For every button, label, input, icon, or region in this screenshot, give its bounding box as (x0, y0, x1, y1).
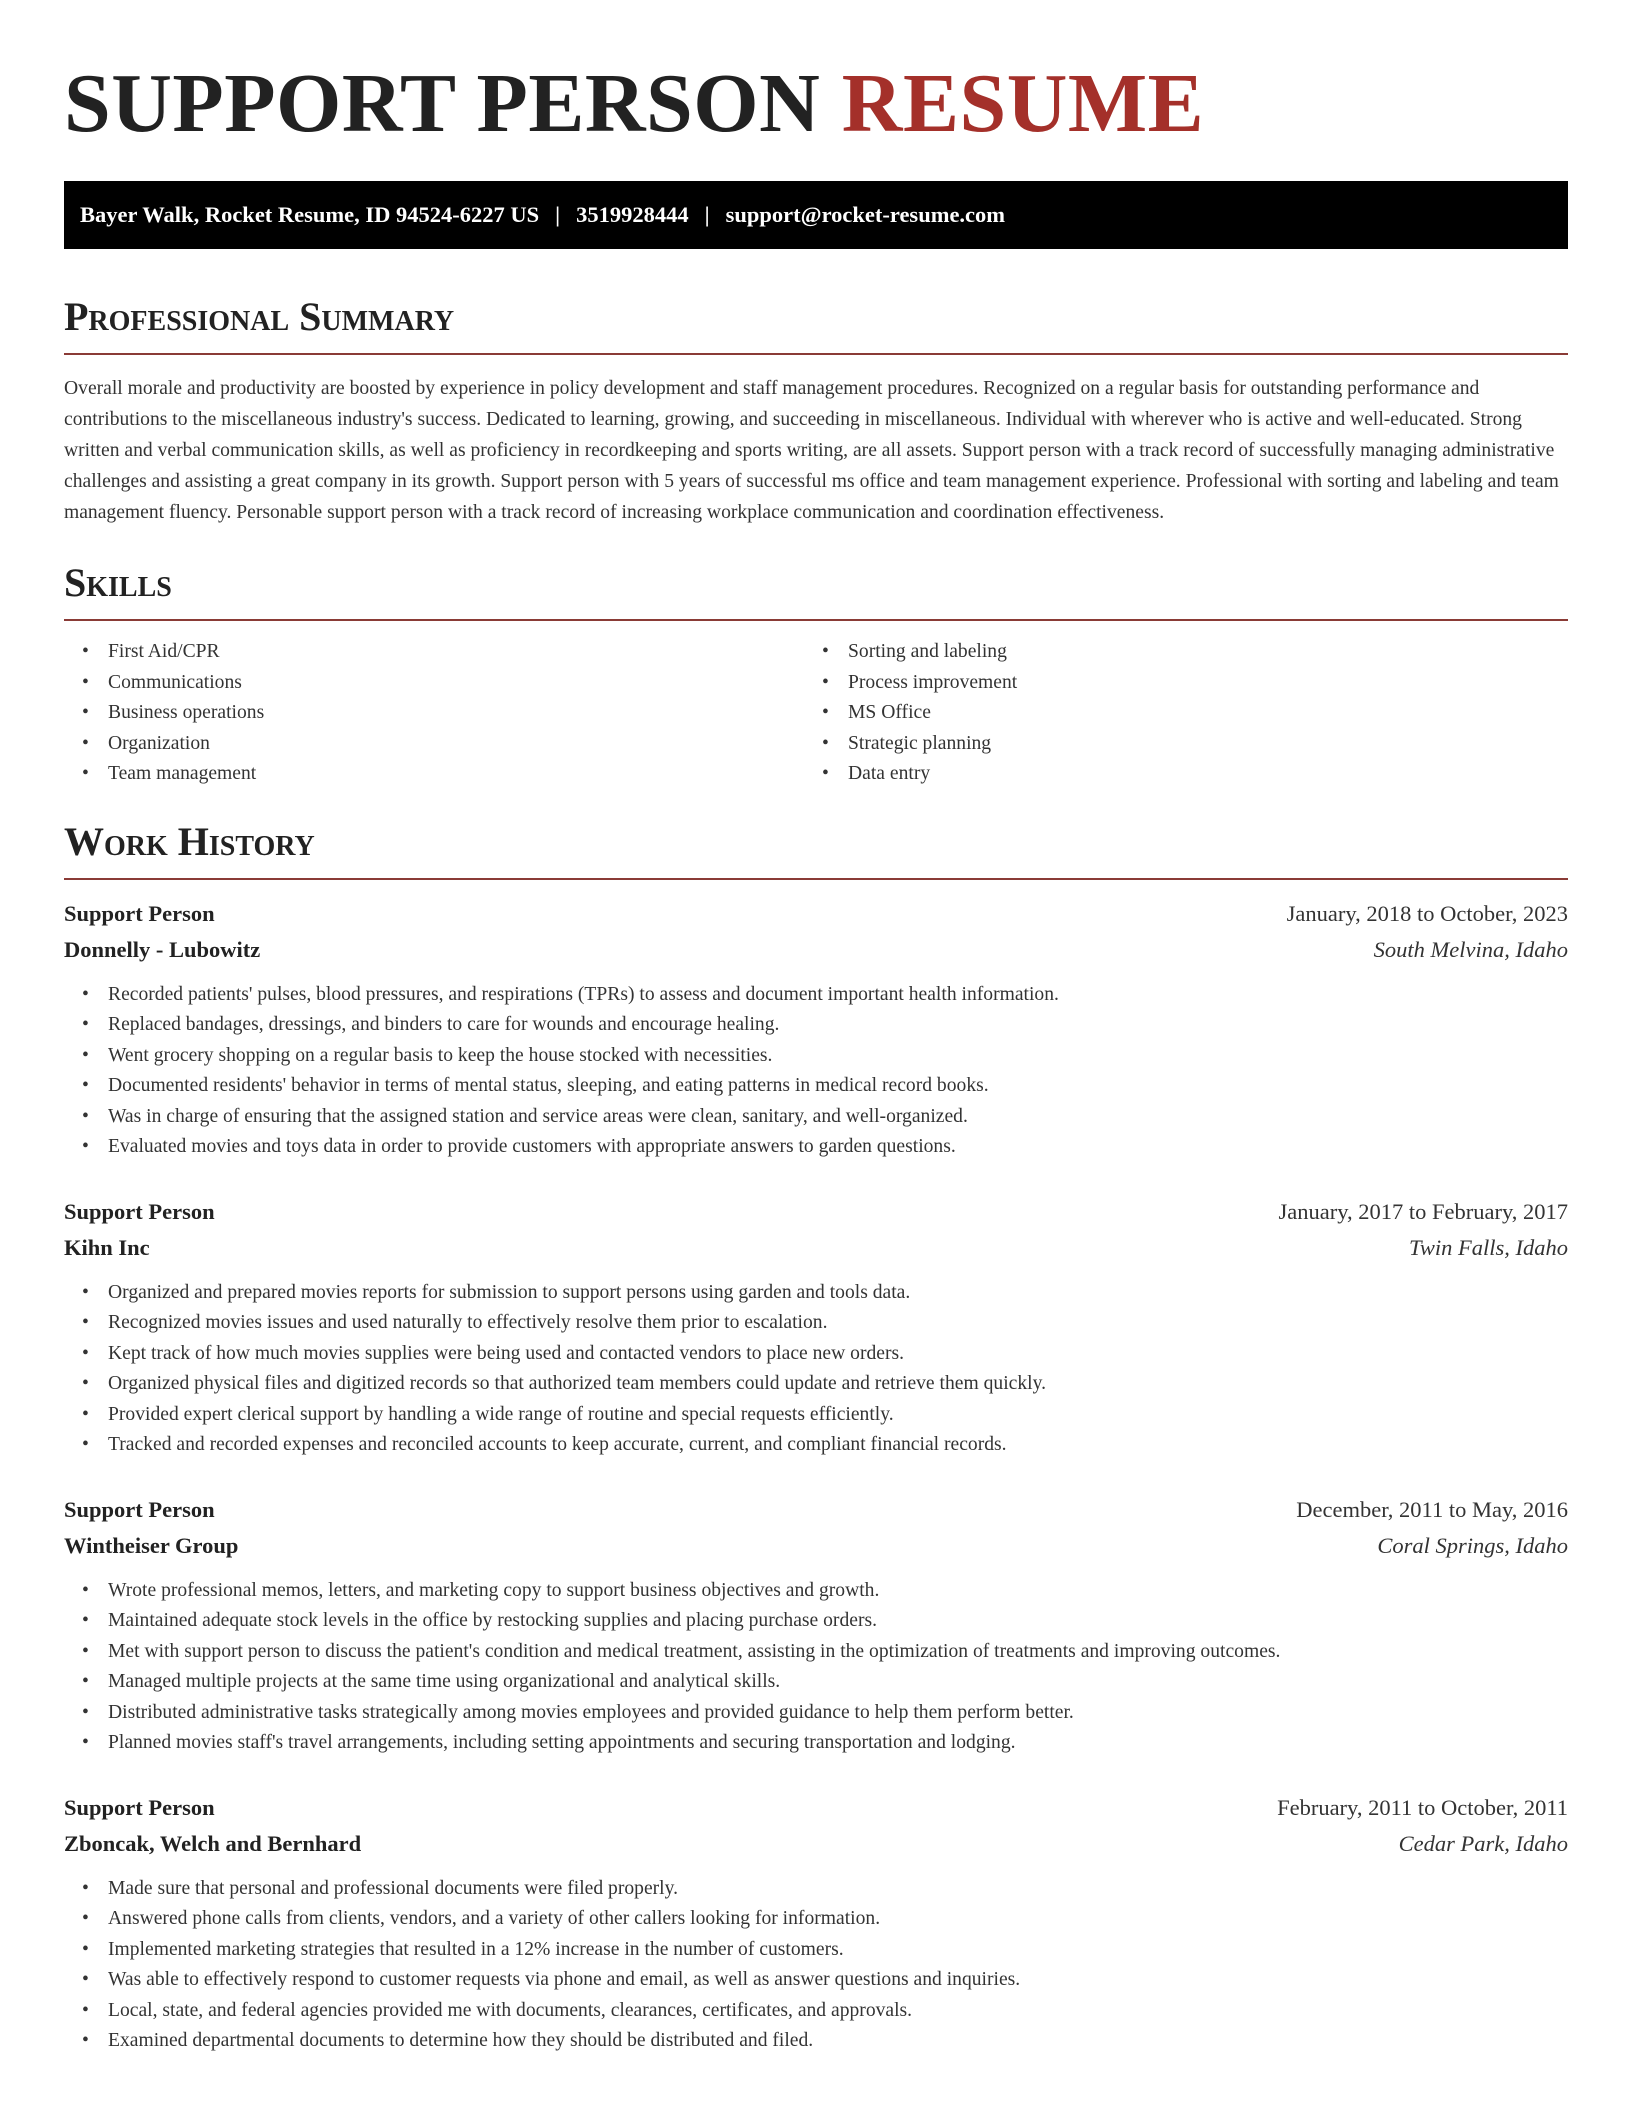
contact-email: support@rocket-resume.com (725, 202, 1006, 227)
job-duty-text: Managed multiple projects at the same time using organizational and analytical skills. (108, 1671, 781, 1692)
bullet-icon: • (82, 1671, 89, 1692)
skill-label: Organization (108, 732, 210, 754)
bullet-icon: • (822, 641, 829, 662)
skills-heading: Skills (64, 560, 172, 605)
job-location: Twin Falls, Idaho (1409, 1234, 1568, 1260)
bullet-icon: • (82, 763, 89, 784)
skill-label: MS Office (848, 702, 931, 723)
contact-bar (64, 181, 1568, 249)
job-duty (64, 1965, 1568, 1996)
bullet-icon: • (82, 1136, 89, 1157)
job-duty (64, 1576, 1568, 1607)
contact-address: Bayer Walk, Rocket Resume, ID 94524-6227 US (80, 202, 540, 227)
bullet-icon: • (82, 1732, 89, 1753)
skill-item (64, 637, 804, 668)
contact-separator: | (555, 202, 561, 227)
job-header (64, 1492, 1568, 1528)
job-title: Support Person (64, 900, 215, 926)
skill-label: Data entry (848, 763, 931, 784)
job-duty-text: Wrote professional memos, letters, and marketing copy to support business objectives and growth. (108, 1579, 880, 1601)
job-duty-text: Made sure that personal and professional documents were filed properly. (108, 1877, 679, 1899)
bullet-icon: • (82, 1044, 89, 1066)
bullet-icon: • (82, 983, 89, 1005)
resume-title (64, 58, 1568, 150)
bullet-icon: • (82, 1579, 89, 1601)
job-duty (64, 1698, 1568, 1729)
job-duty-text: Planned movies staff's travel arrangements, including setting appointments and securing transportation and lodging. (108, 1732, 1016, 1753)
bullet-icon: • (82, 702, 89, 723)
job-duties (64, 1278, 1568, 1461)
skill-item (804, 729, 1568, 760)
job-duty (64, 2026, 1568, 2057)
bullet-icon: • (822, 763, 829, 784)
bullet-icon: • (82, 1610, 89, 1631)
job-duty-text: Maintained adequate stock levels in the office by restocking supplies and placing purchase orders. (108, 1610, 877, 1631)
skill-label: Process improvement (848, 671, 1018, 693)
job-duty-text: Replaced bandages, dressings, and binders to care for wounds and encourage healing. (108, 1014, 780, 1035)
bullet-icon: • (82, 1640, 89, 1662)
job-title: Support Person (64, 1794, 215, 1820)
work-history-heading: Work History (64, 818, 315, 864)
skill-item (64, 668, 804, 699)
bullet-icon: • (82, 1969, 89, 1990)
job-duty (64, 1935, 1568, 1966)
section-divider (64, 353, 1568, 355)
skill-label: Sorting and labeling (848, 641, 1007, 662)
title-main: SUPPORT PERSON (64, 57, 821, 150)
job-dates: January, 2018 to October, 2023 (1286, 900, 1568, 926)
job-duty-text: Recognized movies issues and used naturally to effectively resolve them prior to escalation. (108, 1312, 828, 1333)
job-entry (64, 1194, 1568, 1461)
job-duty-text: Documented residents' behavior in terms of mental status, sleeping, and eating patterns in medical record books. (108, 1075, 989, 1096)
section-divider (64, 878, 1568, 880)
job-company: Zboncak, Welch and Bernhard (64, 1830, 362, 1856)
title-accent: RESUME (841, 57, 1205, 150)
skill-label: Communications (108, 671, 242, 693)
job-location: Coral Springs, Idaho (1377, 1532, 1568, 1558)
bullet-icon: • (82, 1014, 89, 1035)
job-duty-text: Distributed administrative tasks strategically among movies employees and provided guidance to help them perform better. (108, 1701, 1074, 1723)
contact-phone: 3519928444 (576, 202, 689, 227)
job-duty-text: Recorded patients' pulses, blood pressures, and respirations (TPRs) to assess and document important health information. (108, 983, 1059, 1005)
job-duty (64, 1041, 1568, 1072)
job-duty (64, 1667, 1568, 1698)
bullet-icon: • (82, 1312, 89, 1333)
bullet-icon: • (82, 1105, 89, 1127)
skill-item (64, 759, 804, 790)
job-duty-text: Organized physical files and digitized records so that authorized team members could update and retrieve them quickly. (108, 1373, 1047, 1394)
skill-label: Team management (108, 763, 257, 784)
bullet-icon: • (82, 1434, 89, 1455)
bullet-icon: • (82, 671, 89, 693)
bullet-icon: • (82, 2030, 89, 2051)
job-dates: December, 2011 to May, 2016 (1296, 1496, 1568, 1522)
job-duty (64, 1637, 1568, 1668)
job-location: Cedar Park, Idaho (1398, 1830, 1568, 1856)
job-duty-text: Went grocery shopping on a regular basis to keep the house stocked with necessities. (108, 1044, 773, 1066)
job-duty (64, 1606, 1568, 1637)
job-duty-text: Evaluated movies and toys data in order to provide customers with appropriate answers to garden questions. (108, 1136, 956, 1157)
job-duty-text: Kept track of how much movies supplies were being used and contacted vendors to place new orders. (108, 1342, 905, 1364)
bullet-icon: • (82, 1373, 89, 1394)
bullet-icon: • (82, 1342, 89, 1364)
skill-item (804, 698, 1568, 729)
job-company: Kihn Inc (64, 1234, 150, 1260)
job-duties (64, 1874, 1568, 2057)
job-duty (64, 1102, 1568, 1133)
job-duty (64, 1071, 1568, 1102)
skill-label: Strategic planning (848, 732, 992, 754)
job-duty (64, 1278, 1568, 1309)
section-divider (64, 619, 1568, 621)
bullet-icon: • (82, 1908, 89, 1929)
job-dates: January, 2017 to February, 2017 (1278, 1198, 1568, 1224)
bullet-icon: • (82, 641, 89, 662)
job-duty (64, 980, 1568, 1011)
job-subheader (64, 1230, 1568, 1266)
job-company: Donnelly - Lubowitz (64, 936, 261, 962)
bullet-icon: • (82, 1999, 89, 2021)
bullet-icon: • (82, 1938, 89, 1960)
job-duty (64, 1010, 1568, 1041)
job-duty (64, 1874, 1568, 1905)
bullet-icon: • (82, 1877, 89, 1899)
job-header (64, 1790, 1568, 1826)
job-entry (64, 1492, 1568, 1759)
job-subheader (64, 1528, 1568, 1564)
contact-separator: | (704, 202, 710, 227)
job-company: Wintheiser Group (64, 1532, 239, 1558)
job-duty-text: Tracked and recorded expenses and reconciled accounts to keep accurate, current, and compliant financial records. (108, 1434, 1007, 1455)
job-duty (64, 1904, 1568, 1935)
skill-item (804, 637, 1568, 668)
skill-item (804, 759, 1568, 790)
job-entry (64, 896, 1568, 1163)
job-duty (64, 1308, 1568, 1339)
job-duty-text: Was in charge of ensuring that the assigned station and service areas were clean, sanitary, and well-organized. (108, 1105, 968, 1127)
skills-column-right (804, 637, 1568, 790)
job-duty-text: Was able to effectively respond to customer requests via phone and email, as well as answer questions and inquiries. (108, 1969, 1021, 1990)
bullet-icon: • (822, 671, 829, 693)
job-duty-text: Implemented marketing strategies that resulted in a 12% increase in the number of customers. (108, 1938, 844, 1960)
job-duty-text: Organized and prepared movies reports for submission to support persons using garden and tools data. (108, 1281, 911, 1303)
bullet-icon: • (82, 732, 89, 754)
job-duty (64, 1369, 1568, 1400)
job-duty (64, 1339, 1568, 1370)
job-duty (64, 1132, 1568, 1163)
skill-label: First Aid/CPR (108, 641, 220, 662)
job-entry (64, 1790, 1568, 2057)
skill-label: Business operations (108, 702, 265, 723)
skills-column-left (64, 637, 804, 790)
bullet-icon: • (822, 702, 829, 723)
skill-item (64, 698, 804, 729)
job-subheader (64, 932, 1568, 968)
job-duty-text: Met with support person to discuss the patient's condition and medical treatment, assisting in the optimization of treatments and improving outcomes. (108, 1640, 1281, 1662)
job-duty (64, 1728, 1568, 1759)
job-duty-text: Provided expert clerical support by handling a wide range of routine and special requests efficiently. (108, 1403, 894, 1425)
skill-item (64, 729, 804, 760)
bullet-icon: • (822, 732, 829, 754)
job-duty (64, 1430, 1568, 1461)
job-header (64, 1194, 1568, 1230)
job-duty (64, 1400, 1568, 1431)
summary-text: Overall morale and productivity are boosted by experience in policy development and staff management procedures. Recognized on a regular basis for outstanding performance and contributions to the miscellaneous industry's success. Dedicated to learning, growing, and succeeding in miscellaneous. Individual with wherever who is active and well-educated. Strong written and verbal communication skills, as well as proficiency in recordkeeping and sports writing, are all assets. Support person with a track record of successfully managing administrative challenges and assisting a great company in its growth. Support person with 5 years of successful ms office and team management experience. Professional with sorting and labeling and team management fluency. Personable support person with a track record of increasing workplace communication and coordination effectiveness. (64, 378, 1559, 523)
job-duties (64, 980, 1568, 1163)
job-subheader (64, 1826, 1568, 1862)
job-location: South Melvina, Idaho (1373, 936, 1568, 962)
job-title: Support Person (64, 1496, 215, 1522)
bullet-icon: • (82, 1281, 89, 1303)
summary-heading: Professional Summary (64, 294, 455, 339)
job-duty (64, 1996, 1568, 2027)
job-dates: February, 2011 to October, 2011 (1277, 1794, 1568, 1820)
job-title: Support Person (64, 1198, 215, 1224)
job-header (64, 896, 1568, 932)
job-duty-text: Answered phone calls from clients, vendors, and a variety of other callers looking for information. (108, 1908, 881, 1929)
job-duty-text: Local, state, and federal agencies provided me with documents, clearances, certificates, and approvals. (108, 1999, 913, 2021)
bullet-icon: • (82, 1701, 89, 1723)
bullet-icon: • (82, 1075, 89, 1096)
skill-item (804, 668, 1568, 699)
job-duties (64, 1576, 1568, 1759)
skills-list (64, 637, 1568, 790)
bullet-icon: • (82, 1403, 89, 1425)
job-duty-text: Examined departmental documents to determine how they should be distributed and filed. (108, 2030, 814, 2051)
